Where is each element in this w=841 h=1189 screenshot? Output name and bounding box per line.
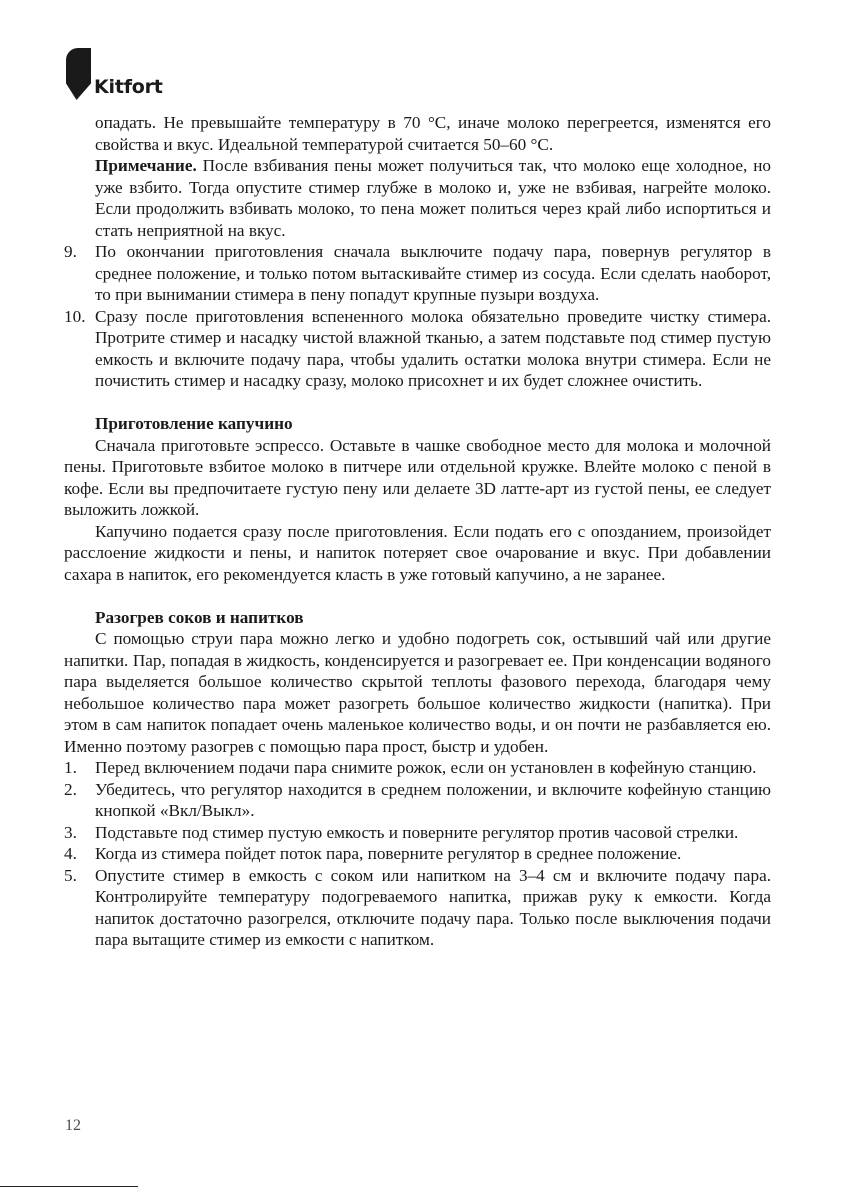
footer-divider (0, 1186, 138, 1187)
continued-paragraph: опадать. Не превышайте температуру в 70 °С, иначе молоко перегреется, изменятся его свойства и вкус. Идеальной температурой считается 50–60 °С. (95, 113, 771, 154)
cappuccino-paragraph-2: Капучино подается сразу после приготовления. Если подать его с опозданием, произойдет расслоение жидкости и пены, и напиток потеряет свое очарование и вкус. При добавлении сахара в напиток, его рекомендуется класть в уже готовый капучино, а не заранее. (64, 521, 771, 584)
list-item (64, 865, 771, 951)
list-item (64, 757, 771, 779)
list-item (64, 843, 771, 865)
list-item (64, 241, 771, 306)
list-number: 1. (64, 758, 77, 777)
list-text: Убедитесь, что регулятор находится в среднем положении, и включите кофейную станцию кнопкой «Вкл/Выкл». (95, 779, 771, 820)
list-item (64, 779, 771, 822)
list-number: 10. (64, 306, 86, 326)
list-text: Перед включением подачи пара снимите рожок, если он установлен в кофейную станцию. (95, 758, 757, 777)
kitfort-logo (66, 48, 163, 100)
heating-paragraph: С помощью струи пара можно легко и удобно подогреть сок, остывший чай или другие напитки. Пар, попадая в жидкость, конденсируется и разогревает ее. При конденсации водяного пара выделяется большое количество скрытой теплоты фазового перехода, благодаря чему небольшое количество пара может разогреть большое количество жидкости (напитка). При этом в сам напиток попадает очень маленькое количество воды, и он почти не разбавляется ею. Именно поэтому разогрев с помощью пара прост, быстр и удобен. (64, 629, 771, 756)
logo-mark-icon (66, 48, 91, 100)
section-heading-heating: Разогрев соков и напитков (95, 607, 304, 627)
list-number: 4. (64, 844, 77, 863)
section-heading-cappuccino: Приготовление капучино (95, 414, 293, 433)
list-text: Опустите стимер в емкость с соком или напитком на 3–4 см и включите подачу пара. Контролируйте температуру подогреваемого напитка, прижав руку к емкости. Когда напиток достаточно разогрелся, отключите подачу пара. Только после выключения подачи пара вытащите стимер из емкости с напитком. (95, 865, 771, 949)
list-text: По окончании приготовления сначала выключите подачу пара, повернув регулятор в среднее положение, и только потом вытаскивайте стимер из сосуда. Если сделать наоборот, то при вынимании стимера в пену попадут крупные пузыри воздуха. (95, 242, 771, 304)
list-item (64, 306, 771, 392)
note-paragraph (64, 155, 771, 241)
note-label: Примечание. (95, 156, 197, 175)
list-item (64, 822, 771, 844)
list-number: 3. (64, 822, 77, 842)
logo-text: Kitfort (94, 76, 163, 98)
list-text: Когда из стимера пойдет поток пара, поверните регулятор в среднее положение. (95, 844, 682, 863)
list-number: 5. (64, 865, 77, 885)
list-text: Сразу после приготовления вспененного молока обязательно проведите чистку стимера. Протрите стимер и насадку чистой влажной тканью, а затем подставьте под стимер пустую емкость и включите подачу пара, чтобы удалить остатки молока внутри стимера. Если не почистить стимер и насадку сразу, молоко присохнет и их будет сложнее очистить. (95, 306, 771, 390)
list-text: Подставьте под стимер пустую емкость и поверните регулятор против часовой стрелки. (95, 822, 739, 842)
page-content (64, 112, 771, 951)
list-number: 2. (64, 779, 77, 799)
note-text: После взбивания пены может получиться так, что молоко еще холодное, но уже взбито. Тогда опустите стимер глубже в молоко и, уже не взбивая, нагрейте молоко. Если продолжить взбивать молоко, то пена может политься через край либо испортиться и стать неприятной на вкус. (95, 156, 771, 240)
cappuccino-paragraph-1: Сначала приготовьте эспрессо. Оставьте в чашке свободное место для молока и молочной пены. Приготовьте взбитое молоко в питчере или отдельной кружке. Влейте молоко с пеной в кофе. Если вы предпочитаете густую пену или делаете 3D латте-арт из густой пены, ее следует выложить ложкой. (64, 435, 771, 519)
page-number: 12 (65, 1117, 81, 1134)
list-number: 9. (64, 242, 77, 261)
